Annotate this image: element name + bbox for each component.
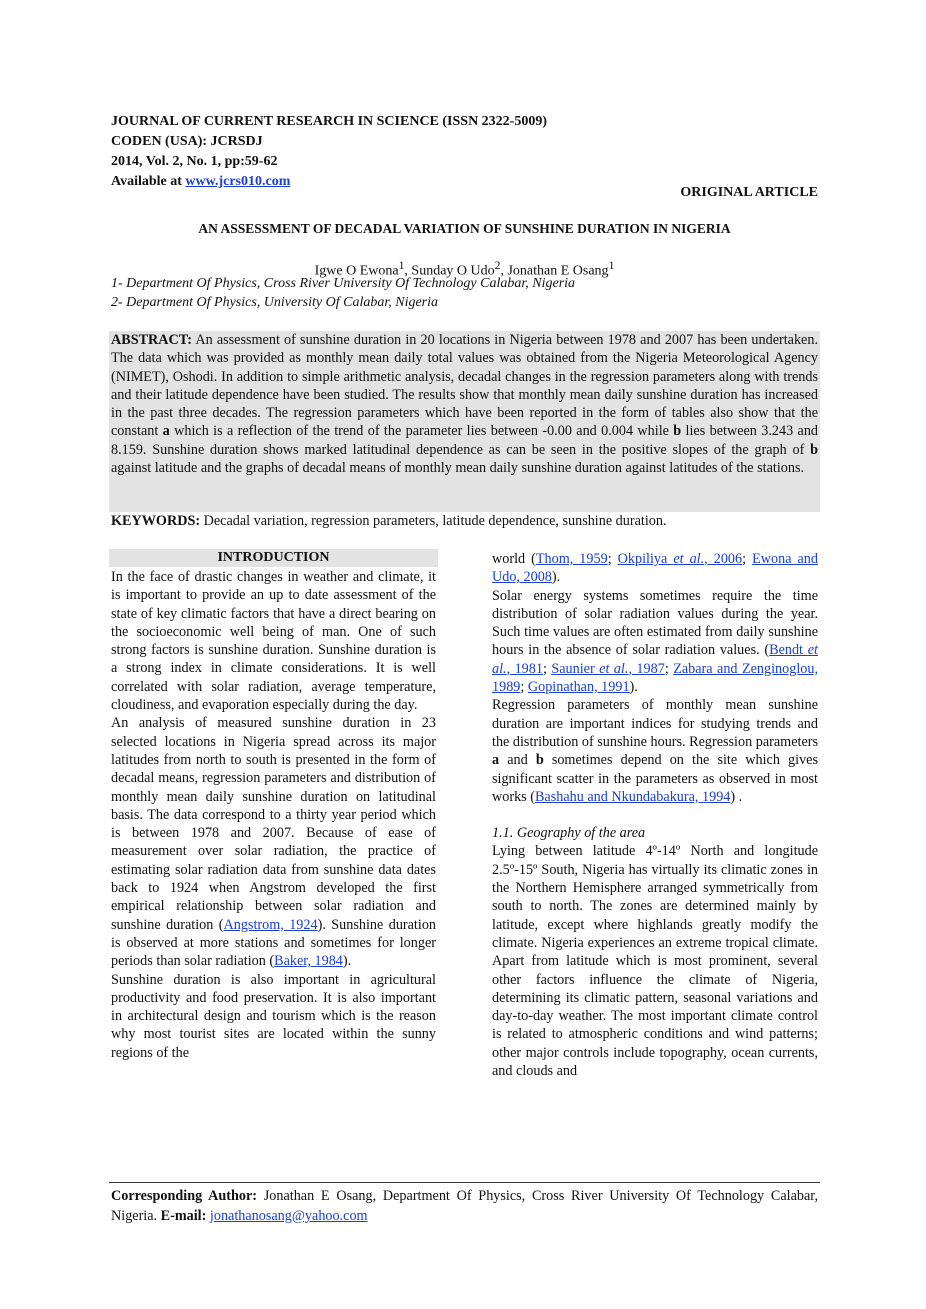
author-2-affil: 2 (494, 259, 501, 272)
citation-zabara-link[interactable]: Zabara and Zenginoglou, 1989 (492, 660, 819, 696)
corresponding-author (111, 1186, 818, 1226)
email-label: E-mail: (160, 1208, 207, 1224)
citation-text: , 2006 (704, 551, 743, 567)
citation-text: Saunier (551, 660, 600, 677)
abstract-label: ABSTRACT: (111, 332, 192, 348)
journal-availability (111, 172, 547, 192)
journal-volume: 2014, Vol. 2, No. 1, pp:59-62 (111, 154, 278, 169)
abstract-box (109, 331, 820, 512)
footer-divider (109, 1182, 820, 1183)
citation-saunier-link[interactable] (551, 661, 664, 677)
article-type: ORIGINAL ARTICLE (680, 185, 818, 200)
abstract-symbol: a (162, 423, 170, 440)
corresponding-text: Jonathan E Osang, Department Of Physics, Cross River University Of Technology Calabar, Nigeria. (111, 1188, 818, 1224)
citation-text: et al. (599, 660, 629, 677)
paragraph-text: An analysis of measured sunshine duration in 23 selected locations in Nigeria spread across its major latitudes from north to south is presented in the form of decadal means, regression parameters and distribution of monthly mean daily sunshine duration on latitudinal basis. The data correspond to a thirty year period which is between 1978 and 2007. Because of ease of measurement over solar radiation, the practice of estimating solar radiation data from sunshine data dates back to 1924 when Angstrom developed the first empirical relationship between solar radiation and sunshine duration ( (111, 715, 436, 933)
introduction-heading: INTRODUCTION (109, 549, 438, 567)
author-3-affil: 1 (608, 259, 615, 272)
abstract-text (109, 331, 820, 477)
paragraph-text: ; (520, 679, 528, 696)
right-paragraph-4: Lying between latitude 4º-14º North and longitude 2.5º-15º South, Nigeria has virtually its climatic zones in the Northern Hemisphere arranged symmetrically from south to north. The zones are determined mainly by latitude, except where highlands greatly modify the climate. Nigeria experiences an extreme tropical climate. Apart from latitude which is most prominent, several other factors influence the climate of Nigeria, determining its climatic pattern, seasonal variations and day-to-day weather. The most important climate control is related to atmospheric conditions and wind patterns; other major controls include topography, ocean currents, and clouds and (492, 843, 818, 1080)
right-paragraph-1 (492, 550, 818, 587)
symbol-b: b (535, 752, 544, 769)
paragraph-text: sometimes depend on the site which gives significant scatter in the parameters as observed in most works ( (492, 752, 818, 805)
abstract-part: which is a reflection of the trend of the parameter lies between -0.00 and 0.004 while (169, 423, 674, 440)
geography-subheading: 1.1. Geography of the area (492, 825, 646, 842)
citation-baker-link[interactable]: Baker, 1984 (274, 953, 343, 970)
journal-header (111, 112, 547, 192)
citation-bashahu-link[interactable]: Bashahu and Nkundabakura, 1994 (534, 788, 731, 805)
author-1: Igwe O Ewona (314, 263, 399, 279)
paragraph-text: ). (629, 679, 638, 696)
citation-okpiliya-link[interactable] (618, 551, 742, 567)
citation-text: Okpiliya (617, 551, 674, 567)
intro-paragraph-1: In the face of drastic changes in weather and climate, it is important to provide an up to date assessment of the state of key climatic factors that have a direct bearing on the socioeconomic well being of man. One of such strong factors is sunshine duration. Sunshine duration is a strong index in climate considerations. It is well correlated with solar radiation, average temperature, cloudiness, and evaporation especially during the day. (111, 569, 436, 714)
paragraph-text: ; (664, 660, 674, 677)
intro-paragraph-2 (111, 714, 436, 970)
paragraph-text: ; (542, 660, 552, 677)
author-1-affil: 1 (398, 259, 405, 272)
paragraph-text: ) . (730, 788, 743, 805)
intro-paragraph-3: Sunshine duration is also important in agricultural productivity and food preservation. It is also important in architectural design and tourism which is the reason why most tourist sites are located within the sunny regions of the (111, 971, 436, 1061)
citation-text: et al. (492, 642, 818, 677)
paragraph-text: and (499, 752, 536, 769)
journal-url-link[interactable]: www.jcrs010.com (185, 174, 291, 189)
abstract-part: against latitude and the graphs of decadal means of monthly mean daily sunshine duration against latitudes of the stations. (111, 460, 805, 477)
keywords-label: KEYWORDS: (111, 513, 201, 529)
paragraph-text: world ( (492, 551, 536, 567)
citation-angstrom-link[interactable]: Angstrom, 1924 (223, 916, 318, 933)
paragraph-text: ; (607, 551, 618, 567)
paragraph-text: Regression parameters of monthly mean sunshine duration are important indices for studying trends and the distribution of sunshine hours. Regression parameters (492, 697, 818, 750)
citation-text: , 1981 (506, 660, 543, 677)
paragraph-text: ). (551, 569, 561, 586)
left-column (111, 568, 436, 1062)
abstract-symbol: b (673, 423, 682, 440)
citation-text: , 1987 (628, 660, 665, 677)
affiliation-1: 1- Department Of Physics, Cross River University Of Technology Calabar, Nigeria (111, 276, 576, 291)
corresponding-label: Corresponding Author: (111, 1188, 258, 1204)
citation-ewona-link[interactable]: Ewona and Udo, 2008 (492, 551, 818, 586)
citation-text: Bendt (769, 642, 808, 659)
right-paragraph-2 (492, 587, 818, 697)
abstract-symbol: b (810, 441, 818, 458)
affiliation-2: 2- Department Of Physics, University Of Calabar, Nigeria (111, 295, 439, 310)
right-paragraph-3 (492, 696, 818, 806)
email-link[interactable]: jonathanosang@yahoo.com (209, 1208, 368, 1224)
symbol-a: a (492, 752, 500, 769)
abstract-part: An assessment of sunshine duration in 20 locations in Nigeria between 1978 and 2007 has been undertaken. The data which was provided as monthly mean daily total values was obtained from the Nigeria Meteorological Agency (NIMET), Oshodi. In addition to simple arithmetic analysis, decadal changes in the regression parameters along with trends and their latitude dependence have been studied. The results show that monthly mean daily sunshine duration has increased in the past three decades. The regression parameters which have been reported in the form of tables also show that the constant (111, 332, 818, 440)
author-3: , Jonathan E Osang (500, 263, 609, 279)
author-2: , Sunday O Udo (404, 263, 495, 279)
paper-title: AN ASSESSMENT OF DECADAL VARIATION OF SUNSHINE DURATION IN NIGERIA (198, 221, 731, 236)
paragraph-text: ). (342, 953, 352, 970)
right-column (492, 550, 818, 1080)
keywords-text: Decadal variation, regression parameters, latitude dependence, sunshine duration. (200, 513, 667, 529)
citation-gopinathan-link[interactable]: Gopinathan, 1991 (527, 679, 630, 696)
paragraph-text: ). Sunshine duration is observed at more stations and sometimes for longer periods than solar radiation ( (111, 916, 437, 970)
keywords (111, 513, 667, 530)
available-label: Available at (111, 174, 186, 189)
citation-text: et al. (673, 551, 705, 567)
journal-name: JOURNAL OF CURRENT RESEARCH IN SCIENCE (ISSN 2322-5009) (111, 114, 548, 129)
abstract-part: lies between 3.243 and 8.159. Sunshine duration shows marked latitudinal dependence as can be seen in the positive slopes of the graph of (111, 423, 819, 458)
paragraph-text: Solar energy systems sometimes require the time distribution of solar radiation values during the year. Such time values are often estimated from daily sunshine hours in the absence of solar radiation values. ( (492, 587, 818, 659)
paragraph-text: ; (742, 551, 753, 567)
citation-thom-link[interactable]: Thom, 1959 (535, 551, 608, 567)
journal-coden: CODEN (USA): JCRSDJ (111, 134, 263, 149)
